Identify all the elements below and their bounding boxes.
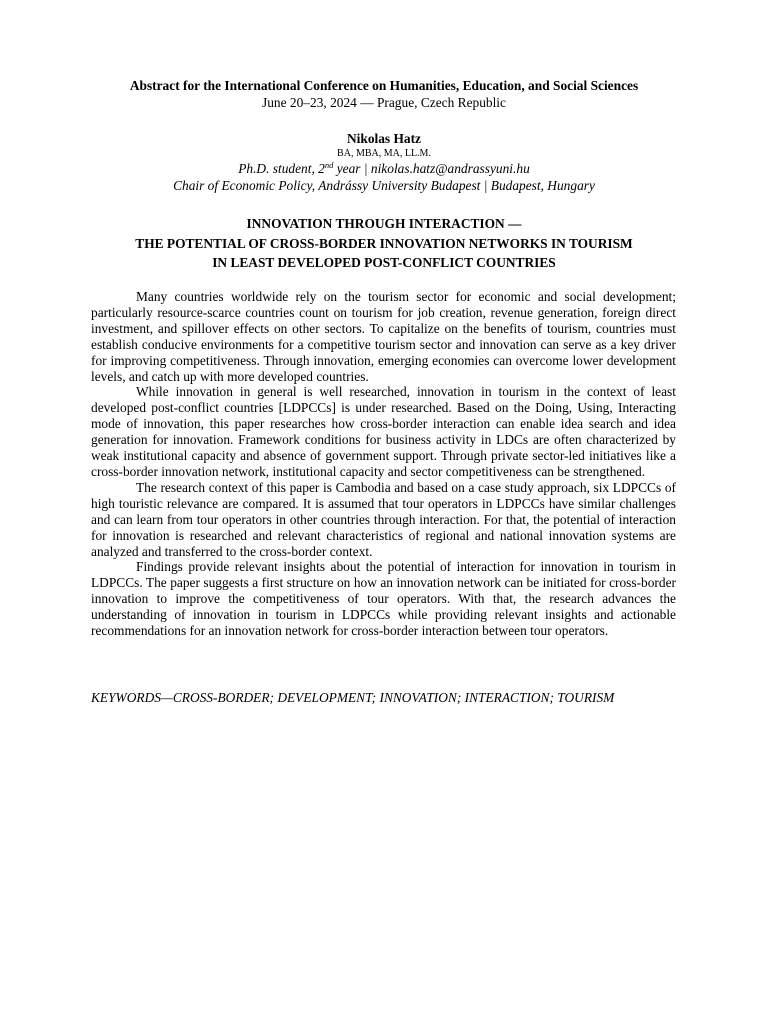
author-degrees: BA, MBA, MA, LL.M.: [337, 148, 431, 159]
paper-title: [0, 214, 768, 273]
abstract-paragraph-3: The research context of this paper is Cambodia and based on a case study approach, six LDPCCs of high touristic relevance are compared. It is assumed that tour operators in LDPCCs have similar challenges and can learn from tour operators in other countries through interaction. For that, the potential of interaction for innovation is researched and relevant characteristics of regional and national innovation systems are analyzed and transferred to the cross-border context.: [91, 479, 676, 559]
conference-title: Abstract for the International Conference on Humanities, Education, and Social Sciences: [129, 78, 639, 93]
conference-date-location: June 20–23, 2024 — Prague, Czech Republic: [262, 95, 506, 110]
abstract-body: [91, 289, 676, 639]
author-role-prefix: Ph.D. student, 2: [238, 161, 325, 176]
abstract-paragraph-4: Findings provide relevant insights about the potential of interaction for innovation in tourism in LDPCCs. The paper suggests a first structure on how an innovation network can be initiated for cross-border innovation to improve the competitiveness of tour operators. With that, the research advances the understanding of innovation in tourism in LDPCCs while providing relevant insights and actionable recommendations for an innovation network for cross-border interaction between tour operators.: [91, 559, 676, 639]
author-role-superscript: nd: [324, 160, 334, 170]
paper-title-line-2: THE POTENTIAL OF CROSS-BORDER INNOVATION NETWORKS IN TOURISM: [135, 235, 633, 251]
author-name: Nikolas Hatz: [346, 131, 422, 146]
keywords-line: KEYWORDS—CROSS-BORDER; DEVELOPMENT; INNOVATION; INTERACTION; TOURISM: [91, 690, 615, 705]
paper-title-line-1: INNOVATION THROUGH INTERACTION —: [246, 216, 522, 231]
author-role-suffix: year | nikolas.hatz@andrassyuni.hu: [333, 161, 530, 176]
abstract-paragraph-1: Many countries worldwide rely on the tourism sector for economic and social development; particularly resource-scarce countries count on tourism for job creation, revenue generation, foreign direct investment, and spillover effects on other sectors. To capitalize on the benefits of tourism, countries must establish conducive environments for a competitive tourism sector and innovation can serve as a key driver for improving competitiveness. Through innovation, emerging economies can overcome lower development levels, and catch up with more developed countries.: [91, 289, 676, 384]
paper-title-line-3: IN LEAST DEVELOPED POST-CONFLICT COUNTRIES: [212, 255, 556, 270]
author-affiliation: Chair of Economic Policy, Andrássy University Budapest | Budapest, Hungary: [173, 178, 595, 193]
author-role-line: [0, 160, 768, 177]
abstract-paragraph-2: While innovation in general is well researched, innovation in tourism in the context of least developed post-conflict countries [LDPCCs] is under researched. Based on the Doing, Using, Interacting mode of innovation, this paper researches how cross-border interaction can enable idea search and idea generation for innovation. Framework conditions for business activity in LDCs are often characterized by weak institutional capacity and absence of government support. Through private sector-led initiatives like a cross-border innovation network, institutional capacity and sector competitiveness can be strengthened.: [91, 384, 676, 479]
